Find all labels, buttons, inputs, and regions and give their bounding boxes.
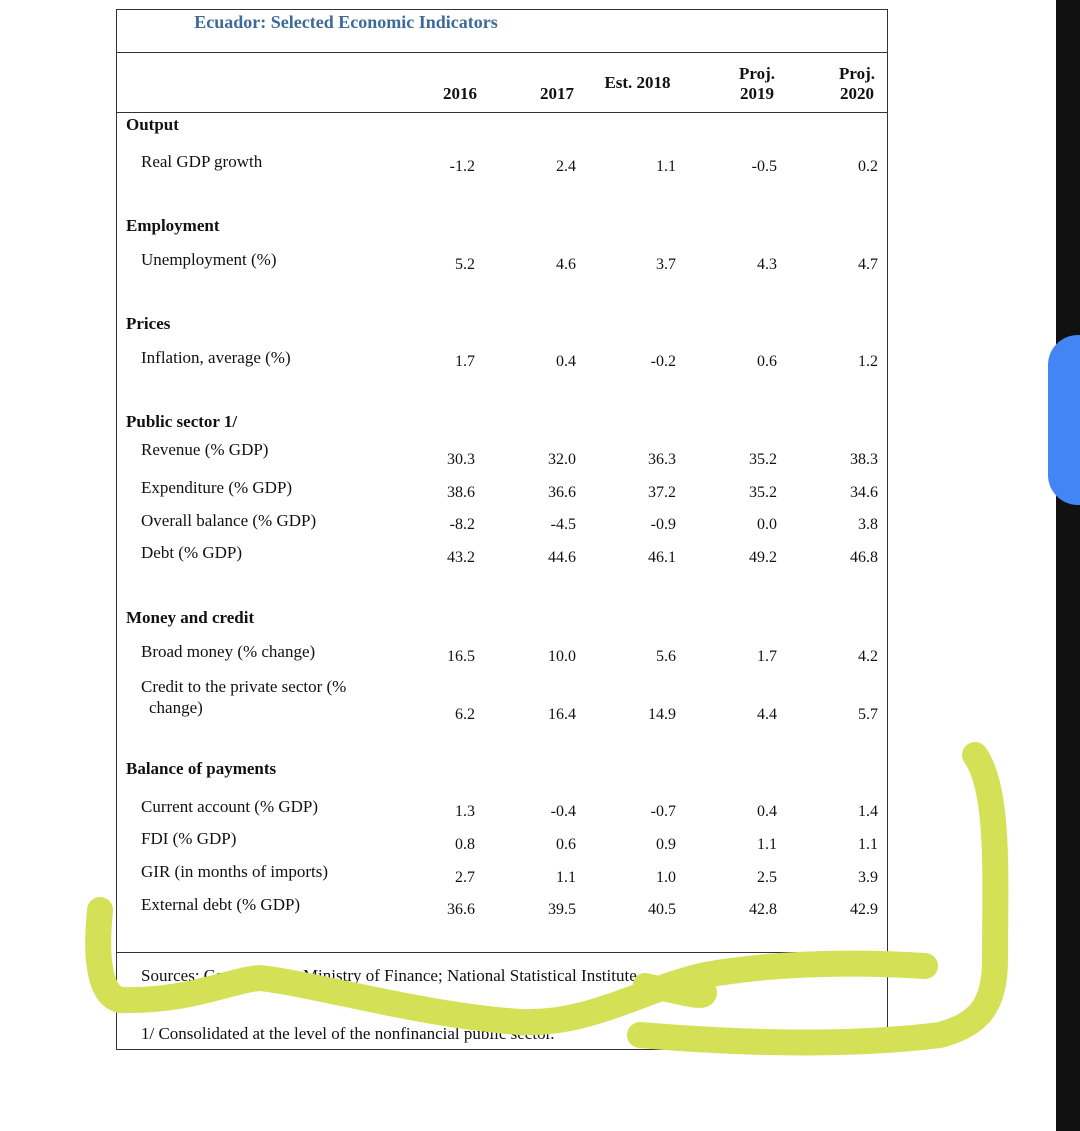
cell: 42.9: [850, 901, 878, 918]
cell: 4.7: [858, 256, 878, 273]
cell: -4.5: [550, 516, 576, 533]
row-label: External debt (% GDP): [141, 895, 301, 914]
cell: 1.7: [455, 353, 475, 370]
cell: 36.6: [548, 484, 576, 501]
section-public-sector: Public sector 1/: [126, 412, 238, 431]
cell: 1.1: [556, 869, 576, 886]
row-label: Current account (% GDP): [141, 797, 319, 816]
cell: 44.6: [548, 549, 576, 566]
col-2019-line2: 2019: [740, 84, 774, 103]
row-label: Real GDP growth: [141, 152, 263, 171]
cell: 3.9: [858, 869, 878, 886]
cell: 0.2: [858, 158, 878, 175]
cell: 2.7: [455, 869, 475, 886]
cell: 3.8: [858, 516, 878, 533]
row-label: Inflation, average (%): [141, 348, 291, 367]
cell: 32.0: [548, 451, 576, 468]
cell: 5.6: [656, 648, 676, 665]
cell: 0.8: [455, 836, 475, 853]
cell: 0.6: [757, 353, 777, 370]
cell: 0.4: [757, 803, 777, 820]
row-label: FDI (% GDP): [141, 829, 237, 848]
cell: 1.1: [757, 836, 777, 853]
cell: 4.2: [858, 648, 878, 665]
cell: 40.5: [648, 901, 676, 918]
cell: 1.3: [455, 803, 475, 820]
row-label: Credit to the private sector (%: [141, 677, 347, 696]
cell: 37.2: [648, 484, 676, 501]
row-label: GIR (in months of imports): [141, 862, 328, 881]
cell: 6.2: [455, 706, 475, 723]
cell: 3.7: [656, 256, 676, 273]
cell: 1.0: [656, 869, 676, 886]
col-2019-line1: Proj.: [738, 64, 776, 83]
cell: -1.2: [449, 158, 475, 175]
cell: -0.2: [650, 353, 676, 370]
cell: 4.3: [757, 256, 777, 273]
side-handle-button[interactable]: [1048, 335, 1080, 505]
col-2020-line2: 2020: [840, 84, 874, 103]
row-label: Broad money (% change): [141, 642, 316, 661]
cell: 46.1: [648, 549, 676, 566]
cell: 1.2: [858, 353, 878, 370]
col-2017: 2017: [540, 84, 574, 103]
cell: 1.1: [656, 158, 676, 175]
cell: -0.5: [751, 158, 777, 175]
cell: 1.1: [858, 836, 878, 853]
cell: 0.6: [556, 836, 576, 853]
row-label: Revenue (% GDP): [141, 440, 269, 459]
cell: 0.0: [757, 516, 777, 533]
row-label-cont: change): [149, 698, 203, 717]
col-2018: Est. 2018: [604, 73, 671, 92]
cell: 38.6: [447, 484, 475, 501]
section-balance-of-payments: Balance of payments: [126, 759, 277, 778]
cell: 49.2: [749, 549, 777, 566]
sources-note: Sources: Central Bank; Ministry of Finance; National Statistical Institute: [141, 966, 637, 985]
cell: 43.2: [447, 549, 475, 566]
cell: 1.4: [858, 803, 878, 820]
cell: 38.3: [850, 451, 878, 468]
cell: 39.5: [548, 901, 576, 918]
cell: 4.4: [757, 706, 777, 723]
row-label: Debt (% GDP): [141, 543, 243, 562]
section-prices: Prices: [126, 314, 171, 333]
cell: 35.2: [749, 451, 777, 468]
cell: -0.7: [650, 803, 676, 820]
section-money-credit: Money and credit: [126, 608, 255, 627]
cell: 0.9: [656, 836, 676, 853]
cell: 30.3: [447, 451, 475, 468]
cell: 36.3: [648, 451, 676, 468]
cell: 0.4: [556, 353, 576, 370]
row-label: Overall balance (% GDP): [141, 511, 317, 530]
cell: 14.9: [648, 706, 676, 723]
section-output: Output: [126, 115, 179, 134]
cell: -0.9: [650, 516, 676, 533]
table-title: Ecuador: Selected Economic Indicators: [194, 12, 498, 32]
row-label: Expenditure (% GDP): [141, 478, 293, 497]
col-2016: 2016: [443, 84, 477, 103]
cell: 16.4: [548, 706, 576, 723]
cell: 34.6: [850, 484, 878, 501]
row-label: Unemployment (%): [141, 250, 277, 269]
cell: 2.5: [757, 869, 777, 886]
footnote-1: 1/ Consolidated at the level of the nonfinancial public sector.: [141, 1024, 555, 1043]
cell: 1.7: [757, 648, 777, 665]
highlight-stroke-hook: [645, 985, 705, 996]
cell: 5.2: [455, 256, 475, 273]
cell: -8.2: [449, 516, 475, 533]
cell: 16.5: [447, 648, 475, 665]
cell: 2.4: [556, 158, 576, 175]
col-2020-line1: Proj.: [838, 64, 876, 83]
cell: -0.4: [550, 803, 576, 820]
cell: 35.2: [749, 484, 777, 501]
cell: 10.0: [548, 648, 576, 665]
cell: 36.6: [447, 901, 475, 918]
cell: 5.7: [858, 706, 878, 723]
section-employment: Employment: [126, 216, 220, 235]
cell: 4.6: [556, 256, 576, 273]
cell: 42.8: [749, 901, 777, 918]
highlight-stroke-lower: [98, 910, 925, 1022]
screen-edge: [1056, 0, 1080, 1131]
cell: 46.8: [850, 549, 878, 566]
